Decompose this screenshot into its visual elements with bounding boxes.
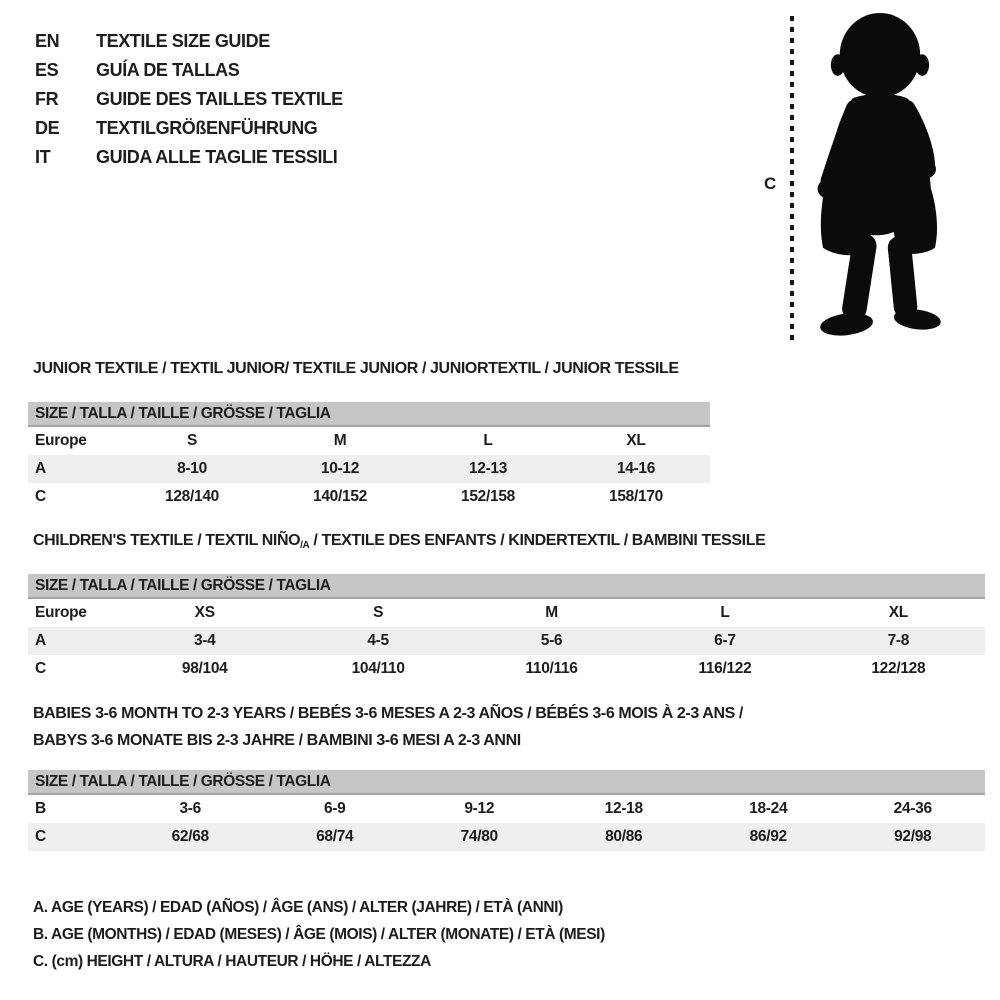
row-label: C	[35, 488, 46, 505]
baby-silhouette-icon	[803, 12, 953, 346]
size-cell: 14-16	[616, 460, 656, 477]
table-row	[28, 795, 985, 823]
row-label: Europe	[35, 432, 87, 449]
size-cell: 12-18	[604, 800, 643, 817]
language-title: GUÍA DE TALLAS	[96, 60, 240, 80]
size-cell: S	[186, 432, 198, 449]
table-row	[28, 427, 710, 455]
size-cell: L	[720, 604, 730, 621]
language-code: ES	[35, 60, 59, 80]
size-cell: 10-12	[320, 460, 360, 477]
table-row	[28, 599, 985, 627]
section-title-babies-line1: BABIES 3-6 MONTH TO 2-3 YEARS / BEBÉS 3-6 MESES A 2-3 AÑOS / BÉBÉS 3-6 MOIS À 2-3 ANS /	[33, 705, 743, 722]
footnote-line-c: C. (cm) HEIGHT / ALTURA / HAUTEUR / HÖHE / ALTEZZA	[33, 953, 431, 970]
size-cell: 5-6	[540, 632, 563, 649]
section-title-children-part1: CHILDREN'S TEXTILE / TEXTIL NIÑO	[33, 532, 301, 549]
size-cell: 104/110	[351, 660, 405, 677]
size-cell: 122/128	[871, 660, 926, 677]
size-cell: M	[333, 432, 347, 449]
size-header-bar: SIZE / TALLA / TAILLE / GRÖSSE / TAGLIA	[28, 402, 710, 427]
row-label: B	[35, 800, 46, 817]
size-cell: 128/140	[165, 488, 219, 505]
size-cell: 74/80	[460, 828, 498, 845]
size-cell: 12-13	[468, 460, 508, 477]
language-row	[35, 143, 343, 172]
children-size-table	[28, 574, 985, 683]
language-title: GUIDA ALLE TAGLIE TESSILI	[96, 147, 338, 167]
section-title-children-part2: / TEXTILE DES ENFANTS / KINDERTEXTIL / BAMBINI TESSILE	[309, 532, 766, 549]
size-cell: 24-36	[893, 800, 932, 817]
row-label: C	[35, 660, 46, 677]
language-code: DE	[35, 118, 60, 138]
section-title-children-sub: /A	[300, 540, 310, 551]
size-cell: 18-24	[749, 800, 788, 817]
size-cell: S	[373, 604, 384, 621]
size-cell: 86/92	[749, 828, 787, 845]
size-cell: 98/104	[181, 660, 228, 677]
size-cell: 62/68	[171, 828, 209, 845]
section-title-babies-line2: BABYS 3-6 MONATE BIS 2-3 JAHRE / BAMBINI 3-6 MESI A 2-3 ANNI	[33, 732, 521, 749]
language-row	[35, 85, 343, 114]
row-label: C	[35, 828, 46, 845]
section-title-junior: JUNIOR TEXTILE / TEXTIL JUNIOR/ TEXTILE JUNIOR / JUNIORTEXTIL / JUNIOR TESSILE	[33, 360, 679, 377]
size-cell: 110/116	[525, 660, 578, 677]
size-cell: 9-12	[464, 800, 495, 817]
footnote-line-b: B. AGE (MONTHS) / EDAD (MESES) / ÂGE (MOIS) / ALTER (MONATE) / ETÀ (MESI)	[33, 926, 605, 943]
size-cell: 92/98	[894, 828, 932, 845]
language-row	[35, 114, 343, 143]
table-row	[28, 483, 710, 511]
size-cell: 7-8	[887, 632, 910, 649]
language-title: TEXTILE SIZE GUIDE	[96, 31, 270, 51]
language-code: FR	[35, 89, 59, 109]
height-dashed-line-icon	[790, 16, 794, 344]
size-cell: 68/74	[316, 828, 354, 845]
row-label: A	[35, 460, 46, 477]
language-code: EN	[35, 31, 60, 51]
size-header-bar: SIZE / TALLA / TAILLE / GRÖSSE / TAGLIA	[28, 574, 985, 599]
section-title-children	[33, 532, 765, 551]
language-title-list	[35, 27, 343, 172]
babies-size-table	[28, 770, 985, 851]
height-marker-label: C	[764, 174, 777, 193]
size-cell: 140/152	[313, 488, 367, 505]
size-cell: 158/170	[609, 488, 663, 505]
size-cell: 116/122	[698, 660, 752, 677]
language-title: TEXTILGRÖßENFÜHRUNG	[96, 118, 318, 138]
language-code: IT	[35, 147, 51, 167]
size-header-bar: SIZE / TALLA / TAILLE / GRÖSSE / TAGLIA	[28, 770, 985, 795]
language-title: GUIDE DES TAILLES TEXTILE	[96, 89, 343, 109]
section-title-babies	[33, 700, 743, 754]
size-cell: 80/86	[605, 828, 643, 845]
size-cell: M	[545, 604, 558, 621]
size-cell: 152/158	[461, 488, 515, 505]
language-row	[35, 56, 343, 85]
size-cell: 8-10	[177, 460, 207, 477]
size-cell: 3-4	[193, 632, 216, 649]
table-row	[28, 627, 985, 655]
table-row	[28, 823, 985, 851]
size-cell: XS	[194, 604, 215, 621]
size-cell: L	[483, 432, 493, 449]
size-cell: 6-9	[323, 800, 346, 817]
footnotes	[33, 894, 605, 975]
size-cell: 6-7	[714, 632, 736, 649]
size-cell: 3-6	[179, 800, 201, 817]
table-row	[28, 455, 710, 483]
language-row	[35, 27, 343, 56]
size-cell: XL	[888, 604, 908, 621]
junior-size-table	[28, 402, 710, 511]
table-row	[28, 655, 985, 683]
footnote-line-a: A. AGE (YEARS) / EDAD (AÑOS) / ÂGE (ANS) / ALTER (JAHRE) / ETÀ (ANNI)	[33, 899, 563, 916]
size-cell: XL	[626, 432, 646, 449]
row-label: Europe	[35, 604, 87, 621]
row-label: A	[35, 632, 46, 649]
size-cell: 4-5	[367, 632, 389, 649]
